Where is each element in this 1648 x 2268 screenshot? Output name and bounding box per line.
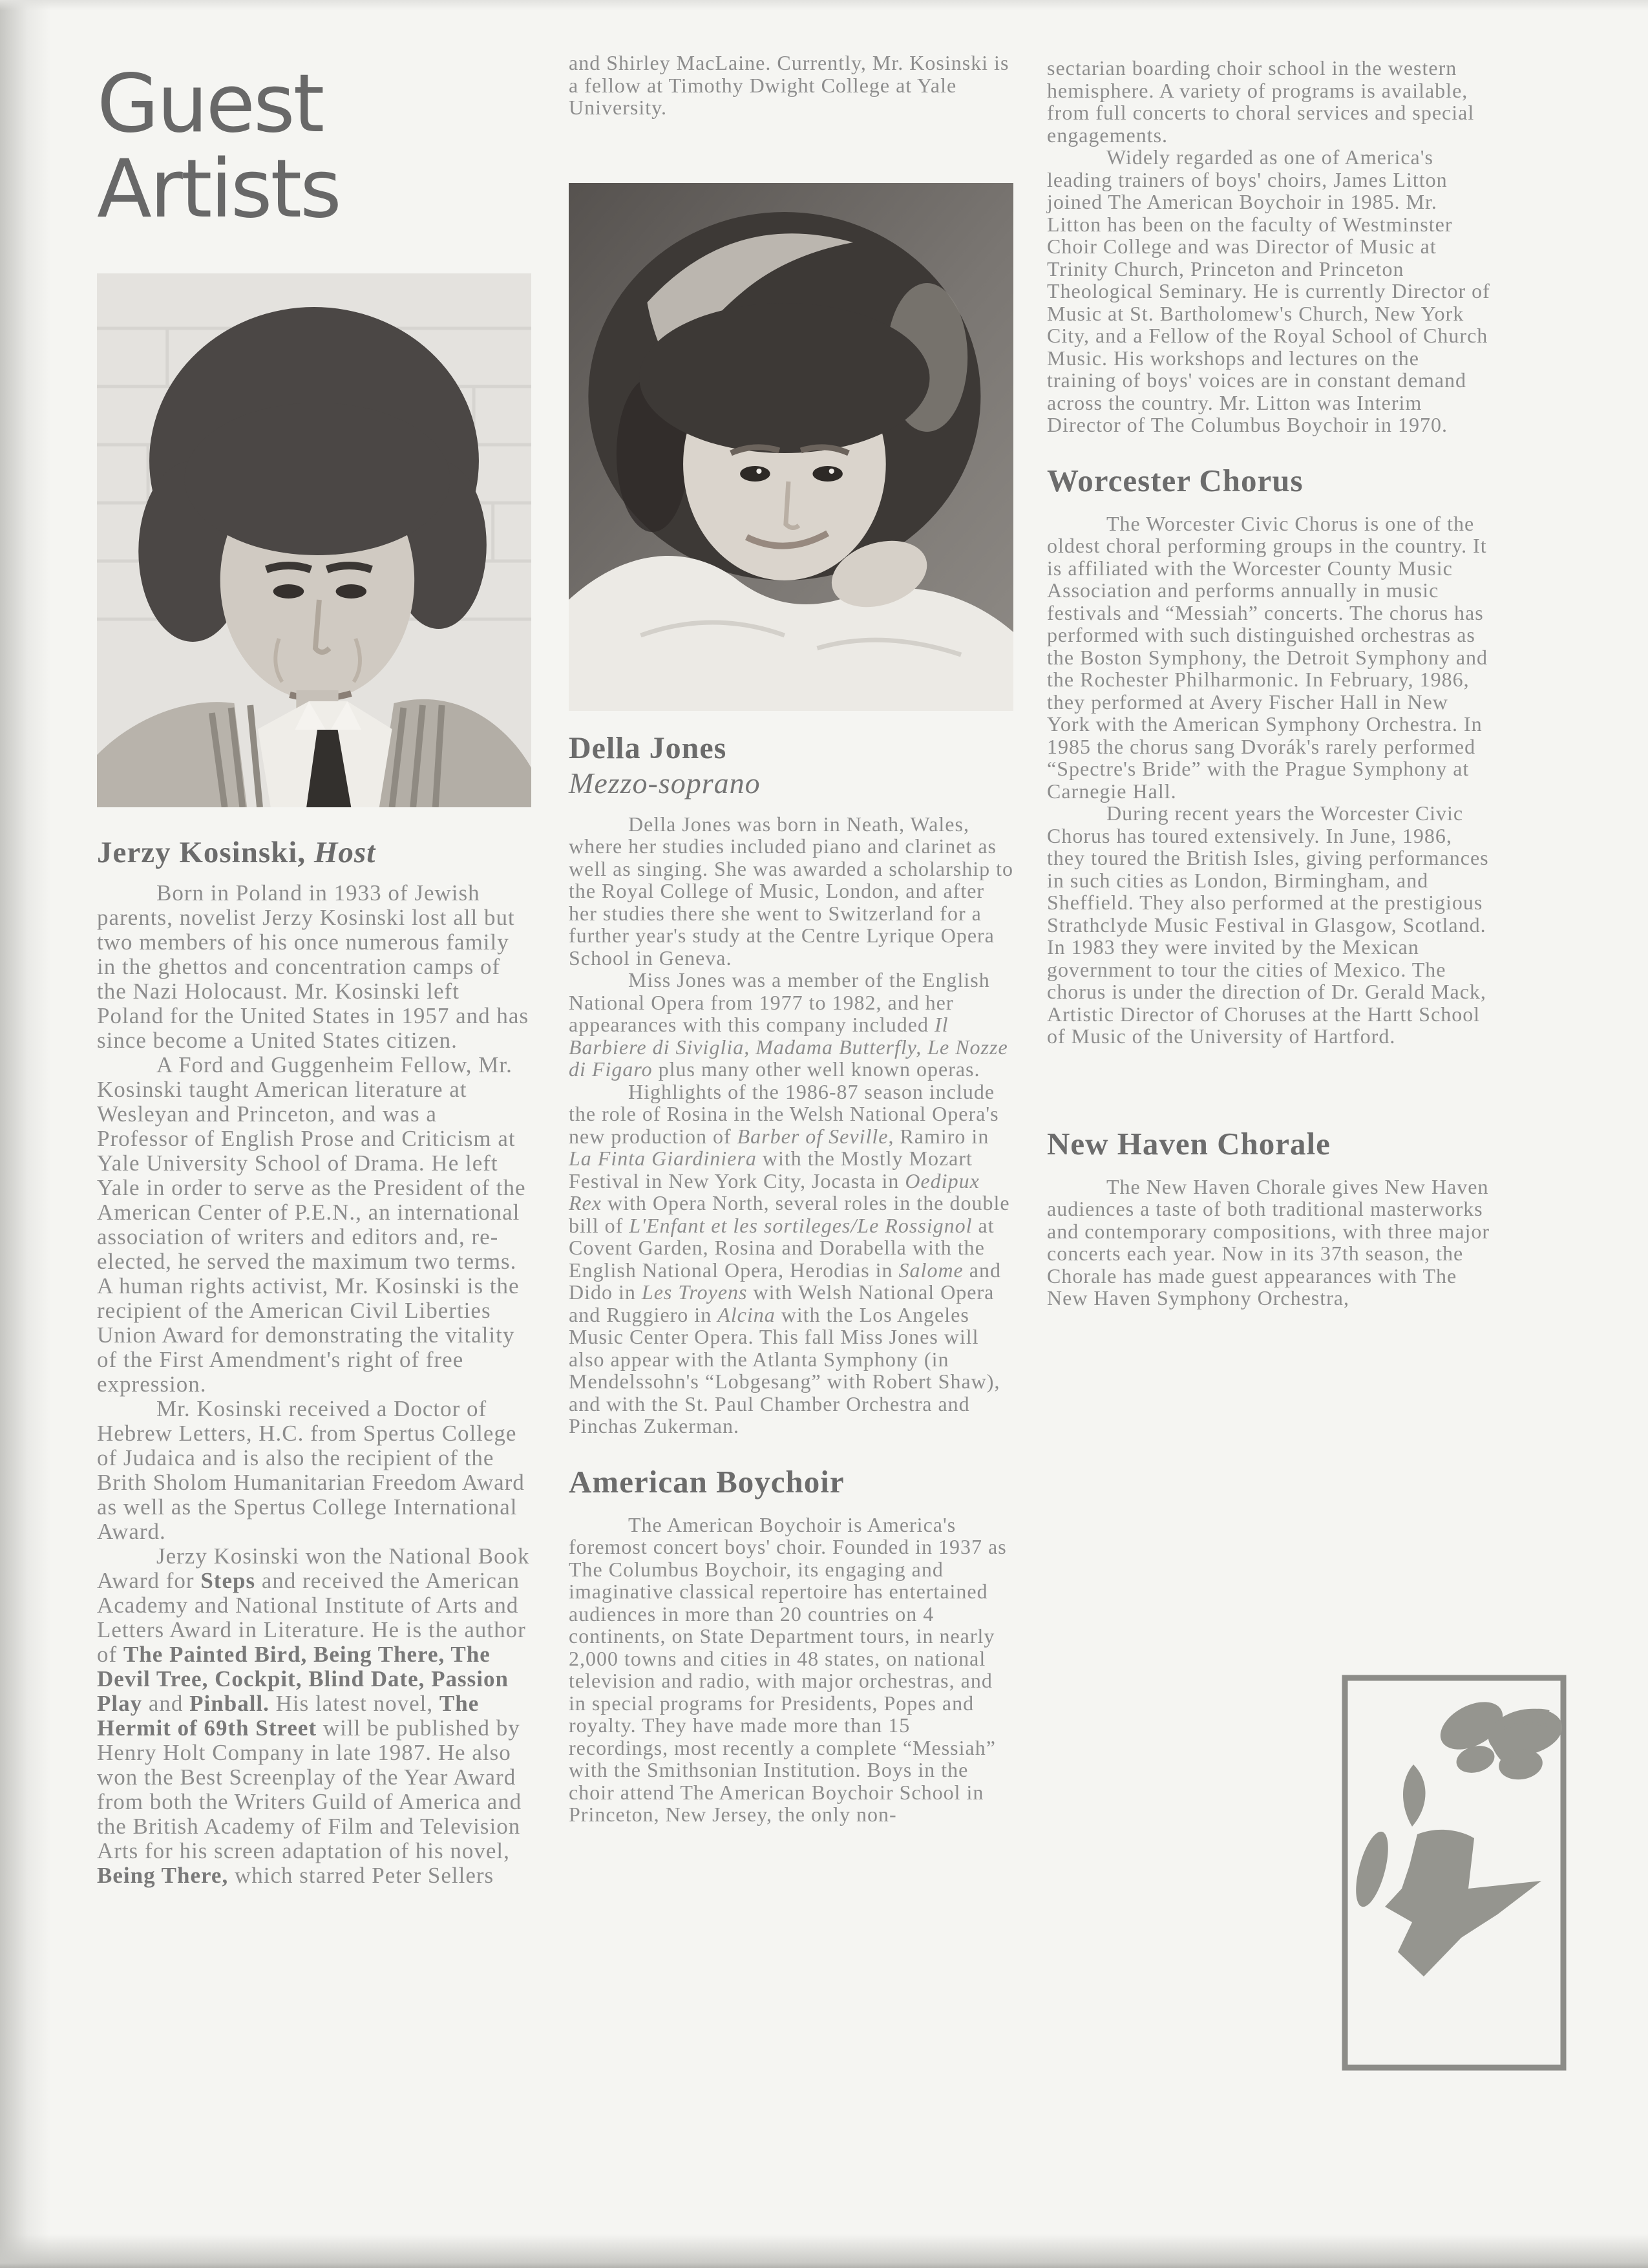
body-paragraph (569, 1514, 1013, 1826)
text-run: The Worcester Civic Chorus is one of the oldest choral performing groups in the country. It is affiliated with the Worcester County Music Association and performs annually in music festivals and “Messiah” concerts. The chorus has performed with such distinguished orchestras as the Boston Symphony, the Detroit Symphony and the Rochester Philharmonic. In February, 1986, they performed at Avery Fischer Hall in New York with the American Symphony Orchestra. In 1985 the chorus sang Dvorák's rarely performed “Spectre's Bride” with the Prague Symphony at Carnegie Hall. (1047, 511, 1488, 803)
text-run: sectarian boarding choir school in the western hemisphere. A variety of programs is available, from full concerts to choral services and special engagements. (1047, 56, 1475, 147)
text-run: The New Haven Chorale gives New Haven audiences a taste of both traditional masterworks and contemporary compositions, with three major concerts each year. Now in its 37th season, the Chorale has made guest appearances with The New Haven Symphony Orchestra, (1047, 1174, 1490, 1309)
scan-top-shadow (0, 0, 1648, 10)
text-run: Oedipux Rex (569, 1169, 980, 1214)
body-paragraph (1047, 802, 1493, 1048)
text-run: Mr. Kosinski received a Doctor of Hebrew Letters, H.C. from Spertus College of Judaica and is also the recipient of the Brith Sholom Humanitarian Freedom Award as well as the Spertus College International Award. (97, 1396, 525, 1544)
newhaven-heading: New Haven Chorale (1047, 1125, 1331, 1161)
boychoir-bio-continued (1047, 57, 1493, 436)
body-paragraph (569, 813, 1013, 970)
text-run: which starred Peter Sellers (228, 1863, 494, 1888)
body-paragraph (97, 881, 531, 1053)
text-run: with the Mostly Mozart Festival in New York City, Jocasta in (569, 1147, 973, 1192)
right-column (1047, 57, 1493, 1309)
text-run: at Covent Garden, Rosina and Dorabella with the English National Opera, Herodias in (569, 1213, 995, 1282)
text-run: Alcina (717, 1302, 776, 1326)
della-jones-portrait-graphic (569, 183, 1013, 711)
body-paragraph (97, 1397, 531, 1544)
jerzy-kosinski-photo (97, 273, 531, 807)
body-paragraph (97, 1053, 531, 1397)
text-run: will be published by Henry Holt Company in late 1987. He also won the Best Screenplay of the Year Award from both the Writers Guild of America and the British Academy of Film and Television Arts for his screen adaptation of his novel, (97, 1715, 522, 1863)
left-column (97, 58, 531, 1888)
text-run: Pinball. (189, 1691, 269, 1716)
body-paragraph (569, 969, 1013, 1081)
della-bio (569, 813, 1013, 1437)
text-run: plus many other well known operas. (652, 1057, 980, 1081)
worcester-bio (1047, 513, 1493, 1048)
text-run: and Dido in (569, 1258, 1001, 1304)
scan-left-shadow (0, 0, 50, 2268)
body-paragraph (1047, 513, 1493, 803)
text-run: Barber of Seville (737, 1124, 889, 1148)
kosinski-bio (97, 881, 531, 1888)
della-heading: Della Jones (569, 730, 727, 765)
text-run: with the Los Angeles Music Center Opera. This fall Miss Jones will also appear with the Atlanta Symphony (in Mendelssohn's “Lobgesang” with Robert Shaw), and with the St. Paul Chamber Orchestra and Pinchas Zukerman. (569, 1302, 1000, 1437)
text-run: and (142, 1691, 190, 1716)
text-run: and Shirley MacLaine. Currently, Mr. Kosinski is a fellow at Timothy Dwight College at Yale University. (569, 51, 1009, 119)
body-paragraph (1047, 1176, 1493, 1309)
text-run: Salome (898, 1258, 964, 1282)
text-run: , Ramiro in (888, 1124, 989, 1148)
text-run: Born in Poland in 1933 of Jewish parents, novelist Jerzy Kosinski lost all but two members of his once numerous family in the ghettos and concentration camps of the Nazi Holocaust. Mr. Kosinski left Poland for the United States in 1957 and has since become a United States citizen. (97, 880, 529, 1053)
worcester-heading: Worcester Chorus (1047, 462, 1304, 498)
text-run: The Hermit of 69th Street (97, 1691, 480, 1741)
kosinski-heading-name: Jerzy Kosinski, (97, 836, 314, 869)
text-run: and received the American Academy and National Institute of Arts and Letters Award in Literature. He is the author of (97, 1568, 526, 1667)
text-run: Miss Jones was a member of the English National Opera from 1977 to 1982, and her appearances with this company included (569, 968, 990, 1036)
text-run: Steps (200, 1568, 256, 1593)
text-run: Being There, (97, 1863, 229, 1888)
text-run: His latest novel, (269, 1691, 439, 1716)
boychoir-bio (569, 1514, 1013, 1826)
text-run: with Opera North, several roles in the double bill of (569, 1191, 1010, 1237)
scan-bottom-shadow (0, 2234, 1648, 2268)
text-run: During recent years the Worcester Civic Chorus has toured extensively. In June, 1986, they toured the British Isles, giving performances in such cities as London, Birmingham, and Sheffield. They also performed at the prestigious Strathclyde Music Festival in Glasgow, Scotland. In 1983 they were invited by the Mexican government to tour the cities of Mexico. The chorus is under the direction of Dr. Gerald Mack, Artistic Director of Choruses at the Hartt School of Music of the University of Hartford. (1047, 801, 1489, 1048)
body-paragraph (1047, 146, 1493, 436)
newhaven-bio (1047, 1176, 1493, 1309)
boychoir-heading: American Boychoir (569, 1463, 845, 1500)
page-title-line1: Guest (97, 58, 323, 151)
della-jones-photo (569, 183, 1013, 711)
text-run: Il Barbiere di Siviglia, Madama Butterfly, Le Nozze di Figaro (569, 1013, 1008, 1081)
text-run: L'Enfant et les sortileges/Le Rossignol (629, 1213, 973, 1237)
body-paragraph (569, 1081, 1013, 1437)
text-run: The Painted Bird, Being There, The Devil Tree, Cockpit, Blind Date, Passion Play (97, 1642, 509, 1716)
text-run: The American Boychoir is America's foremost concert boys' choir. Founded in 1937 as The Columbus Boychoir, its engaging and imaginative classical repertoire has entertained audiences in more than 20 countries on 4 continents, on State Department tours, in nearly 2,000 towns and cities in 48 states, on national television and radio, with major orchestras, and in special programs for Presidents, Popes and royalty. They have made more than 15 recordings, most recently a complete “Messiah” with the Smithsonian Institution. Boys in the choir attend The American Boychoir School in Princeton, New Jersey, the only non- (569, 1512, 1007, 1826)
text-run: Highlights of the 1986-87 season include the role of Rosina in the Welsh National Opera's new production of (569, 1079, 999, 1148)
body-paragraph (569, 52, 1013, 119)
text-run: Della Jones was born in Neath, Wales, where her studies included piano and clarinet as well as singing. She was awarded a scholarship to the Royal College of Music, London, and after her studies there she went to Switzerland for a further year's study at the Centre Lyrique Opera School in Geneva. (569, 812, 1013, 970)
della-subheading: Mezzo-soprano (569, 766, 761, 800)
text-run: A Ford and Guggenheim Fellow, Mr. Kosinski taught American literature at Wesleyan and Princeton, and was a Professor of English Prose and Criticism at Yale University School of Drama. He left Yale in order to serve as the President of the American Center of P.E.N., an international association of writers and editors and, re-elected, he served the maximum two terms. A human rights activist, Mr. Kosinski is the recipient of the American Civil Liberties Union Award for demonstrating the vitality of the First Amendment's right of free expression. (97, 1052, 526, 1397)
butterfly-cutout-artwork (1341, 1674, 1567, 2072)
kosinski-bio-continued (569, 52, 1013, 119)
text-run: Les Troyens (641, 1280, 748, 1304)
body-paragraph (1047, 57, 1493, 146)
text-run: with Welsh National Opera and Ruggiero in (569, 1280, 995, 1326)
kosinski-heading-role: Host (313, 836, 376, 869)
page-title (97, 58, 531, 236)
jerzy-kosinski-portrait-graphic (97, 273, 531, 807)
kosinski-heading (97, 834, 531, 871)
text-run: Widely regarded as one of America's leading trainers of boys' choirs, James Litton joined The American Boychoir in 1985. Mr. Litton has been on the faculty of Westminster Choir College and was Director of Music at Trinity Church, Princeton and Princeton Theological Seminary. He is currently Director of Music at St. Bartholomew's Church, New York City, and a Fellow of the Royal School of Church Music. His workshops and lectures on the training of boys' voices are in constant demand across the country. Mr. Litton was Interim Director of The Columbus Boychoir in 1970. (1047, 145, 1490, 436)
page-title-line2: Artists (97, 143, 340, 236)
text-run: La Finta Giardiniera (569, 1147, 757, 1170)
artwork-graphic (1341, 1674, 1567, 2072)
body-paragraph (97, 1544, 531, 1888)
middle-column (569, 52, 1013, 1826)
text-run: Jerzy Kosinski won the National Book Award for (97, 1543, 530, 1593)
